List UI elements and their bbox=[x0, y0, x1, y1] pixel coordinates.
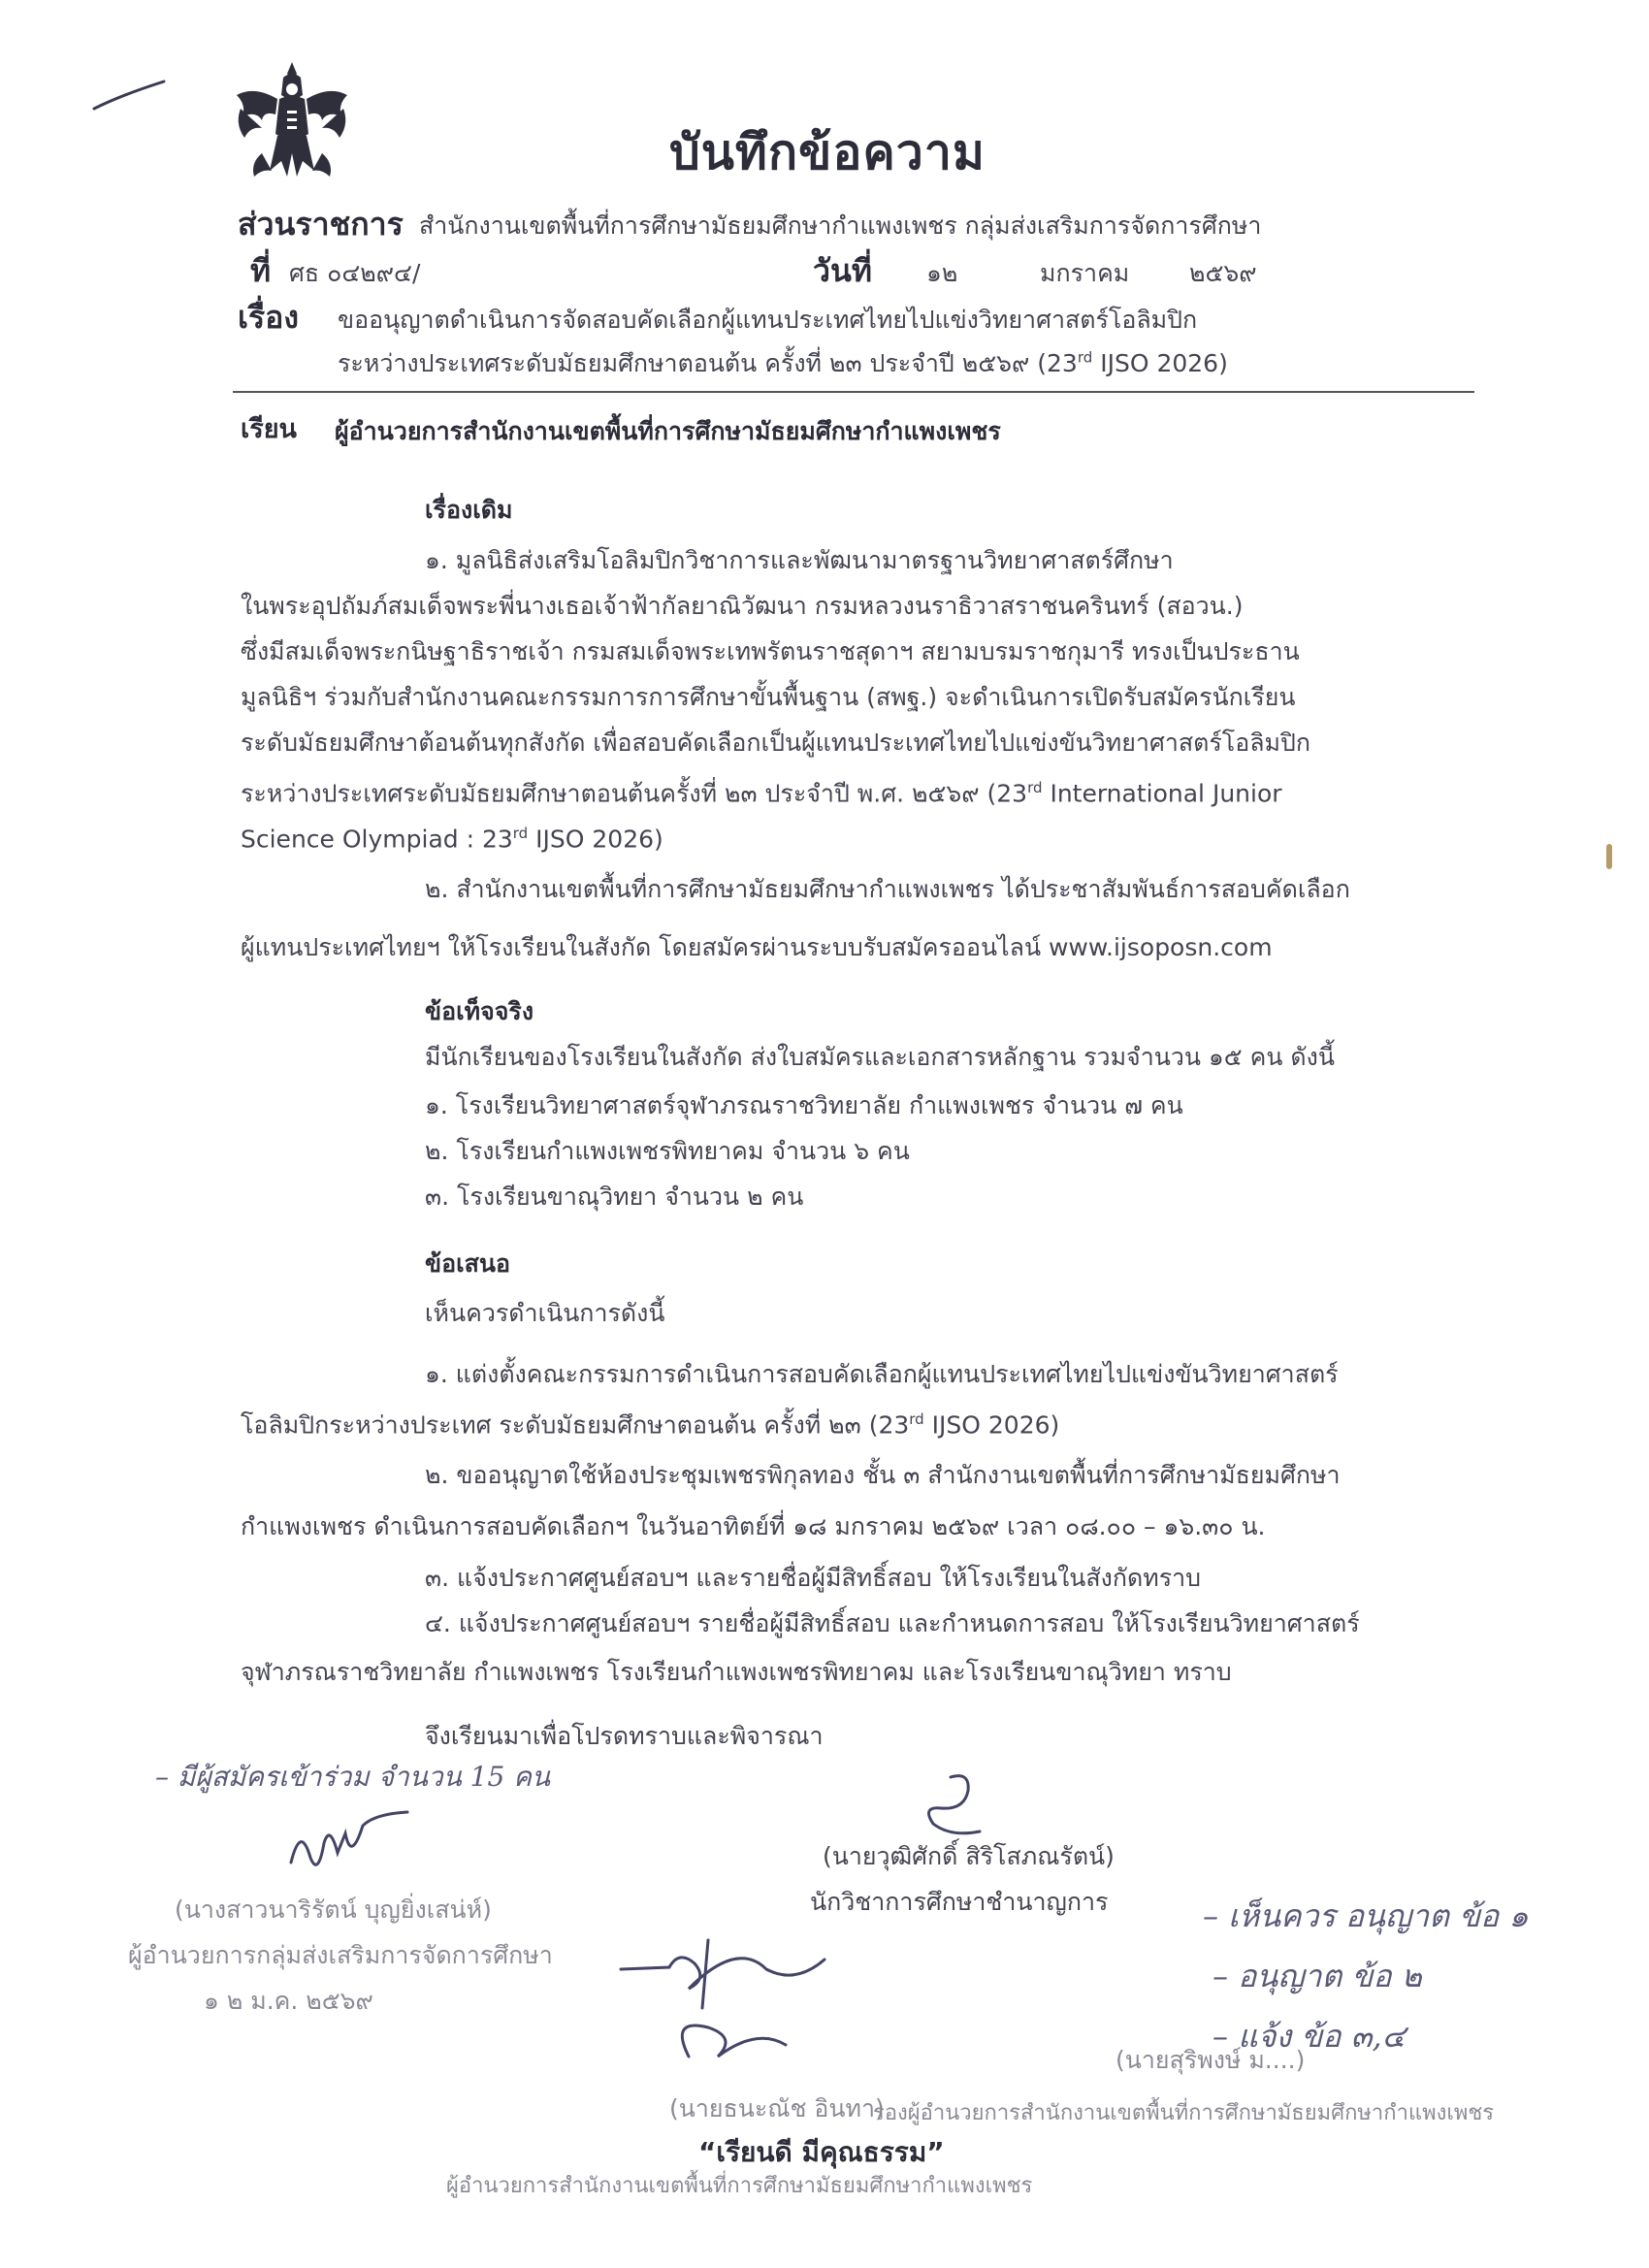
deputy-2-name: (นายสุริพงษ์ ม....) bbox=[1116, 2046, 1306, 2074]
facts-intro: มีนักเรียนของโรงเรียนในสังกัด ส่งใบสมัครและเอกสารหลักฐาน รวมจำนวน ๑๕ คน ดังนี้ bbox=[425, 1043, 1335, 1071]
background-p1-line-2: ในพระอุปถัมภ์สมเด็จพระพี่นางเธอเจ้าฟ้ากัลยาณิวัฒนา กรมหลวงนราธิวาสราชนครินทร์ (สอวน.) bbox=[241, 592, 1244, 620]
background-p2-line-2: ผู้แทนประเทศไทยฯ ให้โรงเรียนในสังกัด โดยสมัครผ่านระบบรับสมัครออนไลน์ www.ijsoposn.com bbox=[241, 933, 1273, 961]
signature-deputy bbox=[601, 1930, 834, 2076]
handwritten-note-right-2: – อนุญาต ข้อ ๒ bbox=[1212, 1958, 1422, 1994]
group-director-date: ๑ ๒ ม.ค. ๒๕๖๙ bbox=[204, 1987, 373, 2015]
officer-position: นักวิชาการศึกษาชำนาญการ bbox=[810, 1888, 1109, 1916]
agency-label: ส่วนราชการ bbox=[238, 206, 404, 243]
date-year: ๒๕๖๙ bbox=[1189, 259, 1257, 287]
background-p1-line-3: ซึ่งมีสมเด็จพระกนิษฐาธิราชเจ้า กรมสมเด็จพระเทพรัตนราชสุดาฯ สยามบรมราชกุมารี ทรงเป็นประธาน bbox=[241, 637, 1300, 665]
subject-line-2: ระหว่างประเทศระดับมัธยมศึกษาตอนต้น ครั้งที่ ๒๓ ประจำปี ๒๕๖๙ (23rd IJSO 2026) bbox=[338, 348, 1228, 377]
handwritten-note-left: – มีผู้สมัครเข้าร่วม จำนวน 15 คน bbox=[155, 1761, 551, 1793]
director-motto: “เรียนดี มีคุณธรรม” bbox=[698, 2136, 945, 2168]
facts-heading: ข้อเท็จจริง bbox=[425, 997, 534, 1025]
handwritten-note-right-3: – แจ้ง ข้อ ๓,๔ bbox=[1212, 2018, 1406, 2055]
background-p1-line-7: Science Olympiad : 23rd IJSO 2026) bbox=[241, 825, 663, 854]
date-month: มกราคม bbox=[1040, 259, 1130, 287]
to-value: ผู้อำนวยการสำนักงานเขตพื้นที่การศึกษามัธยมศึกษากำแพงเพชร bbox=[335, 417, 1001, 445]
facts-item-1: ๑. โรงเรียนวิทยาศาสตร์จุฬาภรณราชวิทยาลัย กำแพงเพชร จำนวน ๗ คน bbox=[425, 1091, 1183, 1119]
background-heading: เรื่องเดิม bbox=[425, 496, 513, 524]
background-p1-line-6: ระหว่างประเทศระดับมัธยมศึกษาตอนต้นครั้งที่ ๒๓ ประจำปี พ.ศ. ๒๕๖๙ (23rd International Junior bbox=[241, 779, 1282, 808]
paper-speck bbox=[1606, 844, 1612, 869]
proposal-item-1-line-2: โอลิมปิกระหว่างประเทศ ระดับมัธยมศึกษาตอนต้น ครั้งที่ ๒๓ (23rd IJSO 2026) bbox=[241, 1410, 1060, 1440]
background-p1-line-5: ระดับมัธยมศึกษาต้อนต้นทุกสังกัด เพื่อสอบคัดเลือกเป็นผู้แทนประเทศไทยไปแข่งขันวิทยาศาสตร์โอลิมปิก bbox=[241, 729, 1311, 757]
agency-value: สำนักงานเขตพื้นที่การศึกษามัธยมศึกษากำแพงเพชร กลุ่มส่งเสริมการจัดการศึกษา bbox=[419, 211, 1262, 240]
subject-line-1: ขออนุญาตดำเนินการจัดสอบคัดเลือกผู้แทนประเทศไทยไปแข่งวิทยาศาสตร์โอลิมปิก bbox=[338, 306, 1198, 334]
proposal-intro: เห็นควรดำเนินการดังนี้ bbox=[425, 1299, 665, 1327]
deputy-1-name: (นายธนะณัช อินทา) bbox=[669, 2094, 885, 2122]
closing-line: จึงเรียนมาเพื่อโปรดทราบและพิจารณา bbox=[425, 1722, 824, 1750]
to-label: เรียน bbox=[241, 414, 298, 444]
background-p2-line-1: ๒. สำนักงานเขตพื้นที่การศึกษามัธยมศึกษากำแพงเพชร ได้ประชาสัมพันธ์การสอบคัดเลือก bbox=[425, 875, 1350, 903]
proposal-item-3: ๓. แจ้งประกาศศูนย์สอบฯ และรายชื่อผู้มีสิทธิ์สอบ ให้โรงเรียนในสังกัดทราบ bbox=[425, 1564, 1202, 1592]
garuda-emblem-icon bbox=[233, 56, 351, 180]
proposal-item-4-line-1: ๔. แจ้งประกาศศูนย์สอบฯ รายชื่อผู้มีสิทธิ์สอบ และกำหนดการสอบ ให้โรงเรียนวิทยาศาสตร์ bbox=[425, 1609, 1360, 1637]
date-day: ๑๒ bbox=[926, 259, 958, 287]
memo-title: บันทึกข้อความ bbox=[669, 124, 986, 180]
pen-stroke-mark bbox=[92, 78, 170, 116]
officer-name: (นายวุฒิศักดิ์ สิริโสภณรัตน์) bbox=[823, 1842, 1115, 1870]
number-label: ที่ bbox=[250, 252, 272, 289]
background-p1-line-1: ๑. มูลนิธิส่งเสริมโอลิมปิกวิชาการและพัฒนามาตรฐานวิทยาศาสตร์ศึกษา bbox=[425, 546, 1174, 574]
subject-label: เรื่อง bbox=[238, 299, 299, 336]
header-divider bbox=[233, 391, 1474, 393]
group-director-name: (นางสาวนาริรัตน์ บุญยิ่งเสน่ห์) bbox=[175, 1895, 492, 1924]
handwritten-note-right-1: – เห็นควร อนุญาต ข้อ ๑ bbox=[1203, 1897, 1529, 1934]
proposal-item-1-line-1: ๑. แต่งตั้งคณะกรรมการดำเนินการสอบคัดเลือกผู้แทนประเทศไทยไปแข่งขันวิทยาศาสตร์ bbox=[425, 1360, 1339, 1388]
group-director-position: ผู้อำนวยการกลุ่มส่งเสริมการจัดการศึกษา bbox=[128, 1941, 553, 1969]
deputy-position: รองผู้อำนวยการสำนักงานเขตพื้นที่การศึกษามัธยมศึกษากำแพงเพชร bbox=[873, 2101, 1495, 2125]
signature-group-director bbox=[281, 1804, 436, 1882]
background-p1-line-4: มูลนิธิฯ ร่วมกับสำนักงานคณะกรรมการการศึกษาขั้นพื้นฐาน (สพฐ.) จะดำเนินการเปิดรับสมัครนักเรียน bbox=[241, 683, 1296, 711]
facts-item-3: ๓. โรงเรียนขาณุวิทยา จำนวน ๒ คน bbox=[425, 1183, 804, 1211]
proposal-heading: ข้อเสนอ bbox=[425, 1249, 511, 1278]
date-label: วันที่ bbox=[813, 252, 872, 289]
facts-item-2: ๒. โรงเรียนกำแพงเพชรพิทยาคม จำนวน ๖ คน bbox=[425, 1137, 910, 1165]
number-value: ศธ ๐๔๒๙๔/ bbox=[289, 259, 421, 287]
director-position: ผู้อำนวยการสำนักงานเขตพื้นที่การศึกษามัธยมศึกษากำแพงเพชร bbox=[446, 2174, 1033, 2198]
proposal-item-2-line-2: กำแพงเพชร ดำเนินการสอบคัดเลือกฯ ในวันอาทิตย์ที่ ๑๘ มกราคม ๒๕๖๙ เวลา ๐๘.๐๐ – ๑๖.๓๐ น. bbox=[241, 1512, 1266, 1540]
proposal-item-2-line-1: ๒. ขออนุญาตใช้ห้องประชุมเพชรพิกุลทอง ชั้น ๓ สำนักงานเขตพื้นที่การศึกษามัธยมศึกษา bbox=[425, 1461, 1341, 1489]
proposal-item-4-line-2: จุฬาภรณราชวิทยาลัย กำแพงเพชร โรงเรียนกำแพงเพชรพิทยาคม และโรงเรียนขาณุวิทยา ทราบ bbox=[241, 1658, 1232, 1686]
